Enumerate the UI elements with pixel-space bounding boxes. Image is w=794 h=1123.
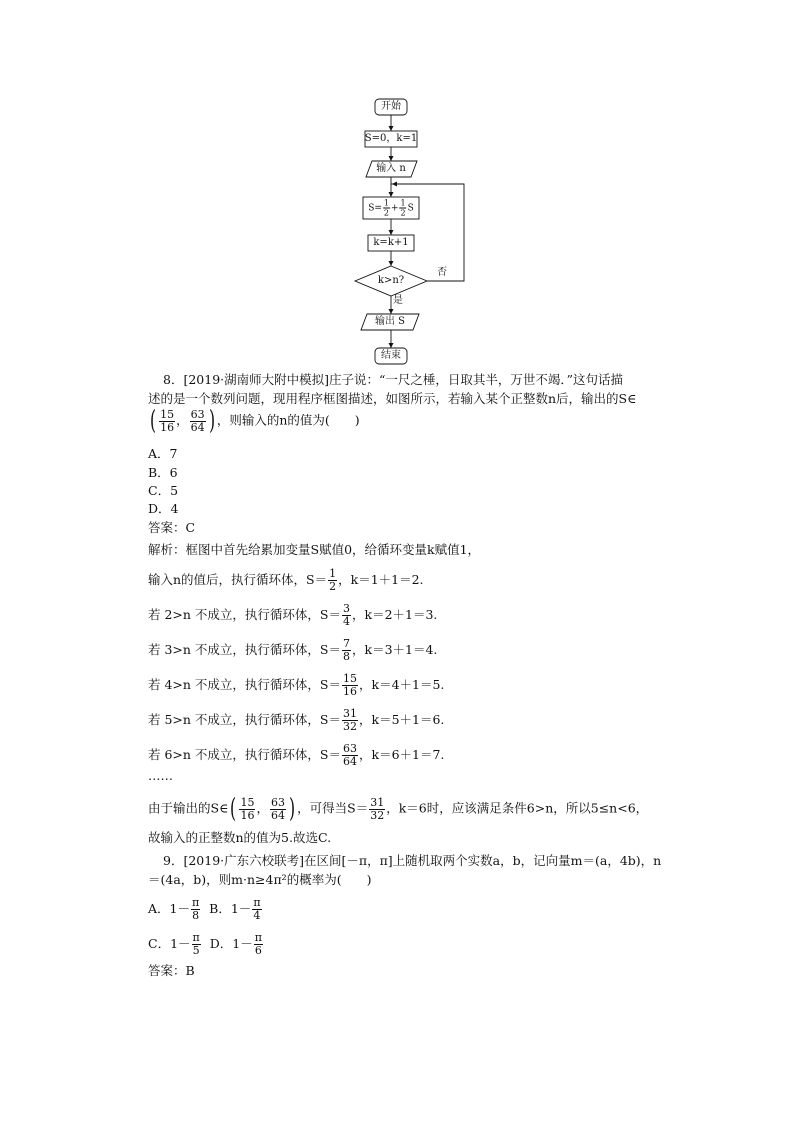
- q9-option-c-num: π: [192, 931, 200, 944]
- conclusion-frac: [369, 797, 385, 822]
- q9-answer: 答案：B: [148, 963, 195, 978]
- step-den: 8: [343, 650, 350, 663]
- step-den: 64: [343, 755, 357, 768]
- q8-option-a: A．7: [148, 446, 178, 461]
- interval-high-den: 64: [271, 808, 285, 822]
- interval-high-den: 64: [190, 420, 205, 434]
- output-label: 输出 S: [374, 316, 406, 327]
- q8-line3-tail: ，则输入的n的值为( ): [216, 412, 360, 428]
- q9-option-a: A．1－: [148, 901, 190, 916]
- step-num: 3: [343, 602, 350, 615]
- close-paren: ): [208, 406, 215, 436]
- step-pre: 若 4>n 不成立，执行循环体，S＝: [148, 677, 341, 692]
- open-paren: (: [230, 794, 237, 824]
- update-s-frac-num: 1: [383, 198, 389, 208]
- interval-low-num: 15: [240, 795, 255, 809]
- start-label: 开始: [381, 101, 401, 112]
- q9-options-cd: [148, 932, 264, 957]
- step-num: 1: [329, 567, 337, 580]
- step-frac: [342, 743, 358, 768]
- q8-step: [148, 638, 437, 663]
- step-num: 7: [343, 637, 350, 650]
- q8-step: [148, 603, 437, 628]
- step-den: 2: [329, 580, 337, 593]
- step-pre: 若 2>n 不成立，执行循环体，S＝: [148, 607, 341, 622]
- q9-option-c: C．1－: [148, 936, 191, 951]
- interval-high-num: 63: [271, 795, 285, 809]
- interval-low-den: 16: [160, 420, 175, 434]
- q9-option-d-frac: [254, 932, 263, 957]
- conclusion-mid: ，可得当S＝: [297, 800, 369, 816]
- step-num: 15: [343, 672, 357, 685]
- update-s-frac2-num: 1: [400, 198, 406, 208]
- step-pre: 输入n的值后，执行循环体，S＝: [148, 572, 328, 587]
- step-den: 16: [343, 685, 357, 698]
- q9-option-b-num: π: [253, 896, 261, 909]
- q9-option-a-den: 8: [192, 909, 200, 922]
- conclusion-frac-den: 32: [370, 808, 385, 822]
- step-post: ，k＝3＋1＝4.: [352, 642, 438, 657]
- update-k-label: k=k+1: [373, 237, 409, 248]
- q9-option-d-den: 6: [254, 944, 262, 957]
- step-post: ，k＝2＋1＝3.: [352, 607, 438, 622]
- open-paren: (: [150, 406, 157, 436]
- step-frac: [328, 568, 337, 593]
- q9-option-d-num: π: [254, 931, 262, 944]
- q9-option-d: D．1－: [209, 936, 253, 951]
- interval-high: [270, 797, 286, 822]
- interval-high: [190, 409, 206, 434]
- update-s-suffix: S: [407, 203, 414, 214]
- q9-line2: ＝(4a，b)，则m·n≥4π²的概率为( ): [148, 872, 372, 887]
- q9-options-ab: [148, 897, 263, 922]
- q8-option-d: D．4: [148, 501, 179, 516]
- step-pre: 若 6>n 不成立，执行循环体，S＝: [148, 747, 341, 762]
- q8-conclusion-2: 故输入的正整数n的值为5.故选C.: [148, 830, 332, 845]
- condition-label: k>n?: [377, 275, 405, 286]
- step-post: ，k＝6＋1＝7.: [359, 747, 445, 762]
- step-pre: 若 3>n 不成立，执行循环体，S＝: [148, 642, 341, 657]
- input-label: 输入 n: [376, 163, 406, 174]
- q8-option-c: C．5: [148, 483, 179, 498]
- update-s-prefix: S=: [368, 203, 382, 214]
- q8-ellipsis: ……: [148, 768, 173, 783]
- q8-step: [148, 568, 424, 593]
- q8-option-b: B．6: [148, 465, 178, 480]
- step-frac: [342, 708, 358, 733]
- interval-low-num: 15: [160, 407, 175, 421]
- q9-option-b-frac: [252, 897, 261, 922]
- q9-option-b: B．1－: [209, 901, 252, 916]
- q8-line2: 述的是一个数列问题，现用程序框图描述，如图所示，若输入某个正整数n后，输出的S∈: [148, 391, 637, 406]
- update-s-label: [368, 199, 414, 218]
- q9-option-a-num: π: [191, 896, 200, 909]
- update-s-frac2: [400, 199, 407, 218]
- conclusion-frac-num: 31: [370, 795, 385, 809]
- interval-low: [159, 409, 175, 434]
- update-s-plus: +: [391, 203, 399, 214]
- q8-conclusion: 由于输出的S∈( $\frac{15}{16}$ ， $\frac{63}{64}$ ) ，可得当S＝ $\frac{31}{32}$ ，k＝6时，应该满足条件6>n，所以5≤n<6，: [148, 794, 649, 824]
- no-label: 否: [437, 267, 447, 278]
- q9-line1: 9．[2019·广东六校联考]在区间[－π，π]上随机取两个实数a，b，记向量m＝(a，4b)，n: [163, 853, 662, 868]
- interval-low-den: 16: [240, 808, 255, 822]
- interval-low: [239, 797, 255, 822]
- interval-high-num: 63: [190, 407, 205, 421]
- init-text: S=0，k=1: [364, 133, 418, 144]
- q8-line1: 8．[2019·湖南师大附中模拟]庄子说：“一尺之棰，日取其半，万世不竭．”这句话描: [163, 372, 624, 387]
- flowchart: [345, 92, 475, 367]
- step-frac: [342, 638, 351, 663]
- init-label: [365, 133, 417, 145]
- conclusion-post: ，k＝6时，应该满足条件6>n，所以5≤n<6，: [386, 800, 649, 816]
- end-label: 结束: [381, 350, 401, 361]
- step-num: 63: [343, 742, 357, 755]
- conclusion-pre: 由于输出的S∈: [148, 800, 229, 816]
- q8-step: [148, 743, 444, 768]
- step-den: 32: [343, 720, 357, 733]
- close-paren: ): [289, 794, 296, 824]
- update-s-frac2-den: 2: [400, 208, 406, 218]
- q8-step: [148, 708, 444, 733]
- q9-option-b-den: 4: [253, 909, 261, 922]
- q8-step: [148, 673, 444, 698]
- update-s-frac: [383, 199, 390, 218]
- step-pre: 若 5>n 不成立，执行循环体，S＝: [148, 712, 341, 727]
- step-num: 31: [343, 707, 357, 720]
- step-frac: [342, 673, 358, 698]
- q8-analysis-1: 解析：框图中首先给累加变量S赋值0，给循环变量k赋值1，: [148, 542, 481, 557]
- q9-option-c-den: 5: [192, 944, 200, 957]
- q9-option-a-frac: [191, 897, 200, 922]
- yes-label: 是: [393, 295, 403, 306]
- step-frac: [342, 603, 351, 628]
- step-post: ，k＝5＋1＝6.: [359, 712, 445, 727]
- step-den: 4: [343, 615, 350, 628]
- q8-answer: 答案：C: [148, 520, 196, 535]
- q8-line3: ( $\frac{15}{16}$ ， $\frac{63}{64}$ ) ，则输入的n的值为( ): [150, 406, 360, 436]
- step-post: ，k＝4＋1＝5.: [359, 677, 445, 692]
- q9-option-c-frac: [192, 932, 201, 957]
- update-s-frac-den: 2: [383, 208, 389, 218]
- step-post: ，k＝1＋1＝2.: [338, 572, 424, 587]
